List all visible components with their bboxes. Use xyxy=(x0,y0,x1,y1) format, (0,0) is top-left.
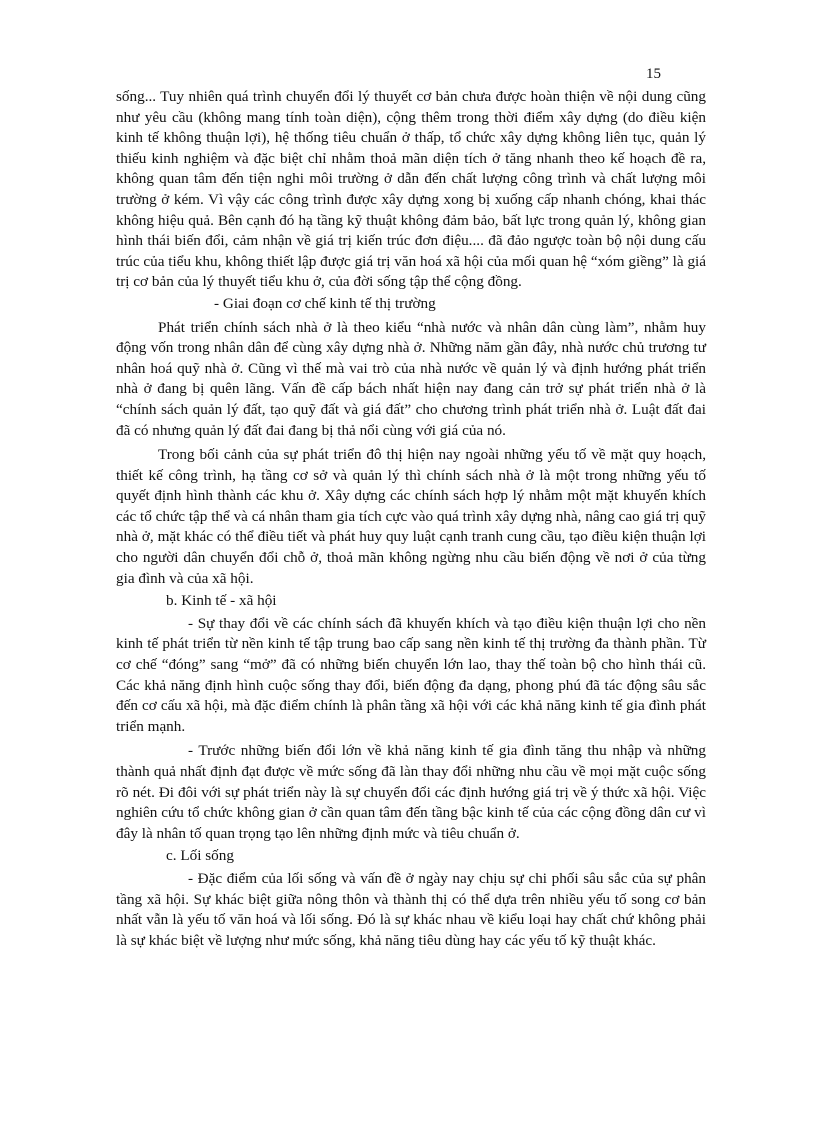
paragraph-intro: sống... Tuy nhiên quá trình chuyển đổi lý thuyết cơ bản chưa được hoàn thiện về nội dung cũng như yêu cầu (không mang tính toàn diện), cộng thêm trong thời điểm xây dựng (do điều kiện kinh tế không thuận lợi), hệ thống tiêu chuẩn ở thấp, tổ chức xây dựng không liên tục, quản lý thiếu kinh nghiệm và đặc biệt chỉ nhằm thoả mãn diện tích ở tăng nhanh theo kế hoạch đề ra, không quan tâm đến tiện nghi môi trường ở dẫn đến chất lượng công trình và chất lượng môi trường ở kém. Vì vậy các công trình được xây dựng xong bị xuống cấp nhanh chóng, khai thác không hiệu quả. Bên cạnh đó hạ tầng kỹ thuật không đảm bảo, bất lực trong quản lý, không gian hình thái biến đổi, cảm nhận về giá trị kiến trúc đơn điệu.... đã đảo ngược toàn bộ nội dung cấu trúc của tiểu khu, không thiết lập được giá trị văn hoá xã hội của mối quan hệ “xóm giềng” là giá trị cơ bản của lý thuyết tiểu khu ở, của đời sống tập thể cộng đồng. xyxy=(116,88,706,291)
section-heading-lifestyle: c. Lối sống xyxy=(166,847,234,865)
document-body xyxy=(116,87,706,951)
paragraph-economic-change: - Trước những biến đổi lớn về khả năng kinh tế gia đình tăng thu nhập và những thành quả nhất định đạt được về mức sống đã làn thay đổi những nhu cầu về mọi mặt cuộc sống rõ nét. Đi đôi với sự phát triển này là sự chuyển đổi các định hướng giá trị về ý thức xã hội. Việc nghiên cứu tổ chức không gian ở cần quan tâm đến tầng bậc kinh tế của các cộng đồng dân cư vì đây là nhân tố quan trọng tạo lên những định mức và tiêu chuẩn ở. xyxy=(116,742,706,842)
section-heading-economy-society: b. Kinh tế - xã hội xyxy=(166,592,277,610)
page-number: 15 xyxy=(646,66,661,82)
paragraph-housing-policy: Phát triển chính sách nhà ở là theo kiểu “nhà nước và nhân dân cùng làm”, nhằm huy động vốn trong nhân dân để cùng xây dựng nhà ở. Những năm gần đây, nhà nước chủ trương tư nhân hoá quỹ nhà ở. Cũng vì thế mà vai trò của nhà nước về quản lý và định hướng phát triển nhà ở đang bị quên lãng. Vấn đề cấp bách nhất hiện nay đang cản trở sự phát triển nhà ở là “chính sách quản lý đất, tạo quỹ đất và giá đất” cho chương trình phát triển nhà ở. Luật đất đai đã có nhưng quản lý đất đai đang bị thả nổi cùng với giá của nó. xyxy=(116,318,706,439)
paragraph-policy-change: - Sự thay đổi về các chính sách đã khuyến khích và tạo điều kiện thuận lợi cho nền kinh tế phát triển từ nền kinh tế tập trung bao cấp sang nền kinh tế thị trường đa thành phần. Từ cơ chế “đóng” sang “mở” đã có những biến chuyển lớn lao, thay thế toàn bộ cho hình thái cũ. Các khả năng định hình cuộc sống thay đổi, biến động đa dạng, phong phú đã tác động sâu sắc đến cơ cấu xã hội, mà đặc điểm chính là phân tầng xã hội với các khả năng kinh tế gia đình phát triển mạnh. xyxy=(116,614,706,735)
section-heading-market-economy: - Giai đoạn cơ chế kinh tế thị trường xyxy=(214,294,436,312)
paragraph-lifestyle: - Đặc điểm của lối sống và vấn đề ở ngày nay chịu sự chi phối sâu sắc của sự phân tầng xã hội. Sự khác biệt giữa nông thôn và thành thị có thể dựa trên nhiều yếu tố song cơ bản nhất vẫn là yếu tố văn hoá và lối sống. Đó là sự khác nhau về kiểu loại hay chất chứ không phải là sự khác biệt về lượng như mức sống, khả năng tiêu dùng hay các yếu tố kỹ thuật khác. xyxy=(116,869,706,949)
paragraph-urban-context: Trong bối cảnh của sự phát triển đô thị hiện nay ngoài những yếu tố về mặt quy hoạch, thiết kế công trình, hạ tầng cơ sở và quản lý thì chính sách nhà ở là một trong những yếu tố quyết định hình thành các khu ở. Xây dựng các chính sách hợp lý nhằm một mặt khuyến khích các tổ chức tập thể và cá nhân tham gia tích cực vào quá trình xây dựng nhà, nâng cao giá trị quỹ nhà ở, mặt khác có thể điều tiết và phát huy quy luật cạnh tranh cung cầu, tạo điều kiện thuận lợi cho người dân chuyển đổi chỗ ở, thoả mãn không ngừng nhu cầu biến động về nơi ở của từng gia đình và của xã hội. xyxy=(116,446,706,587)
